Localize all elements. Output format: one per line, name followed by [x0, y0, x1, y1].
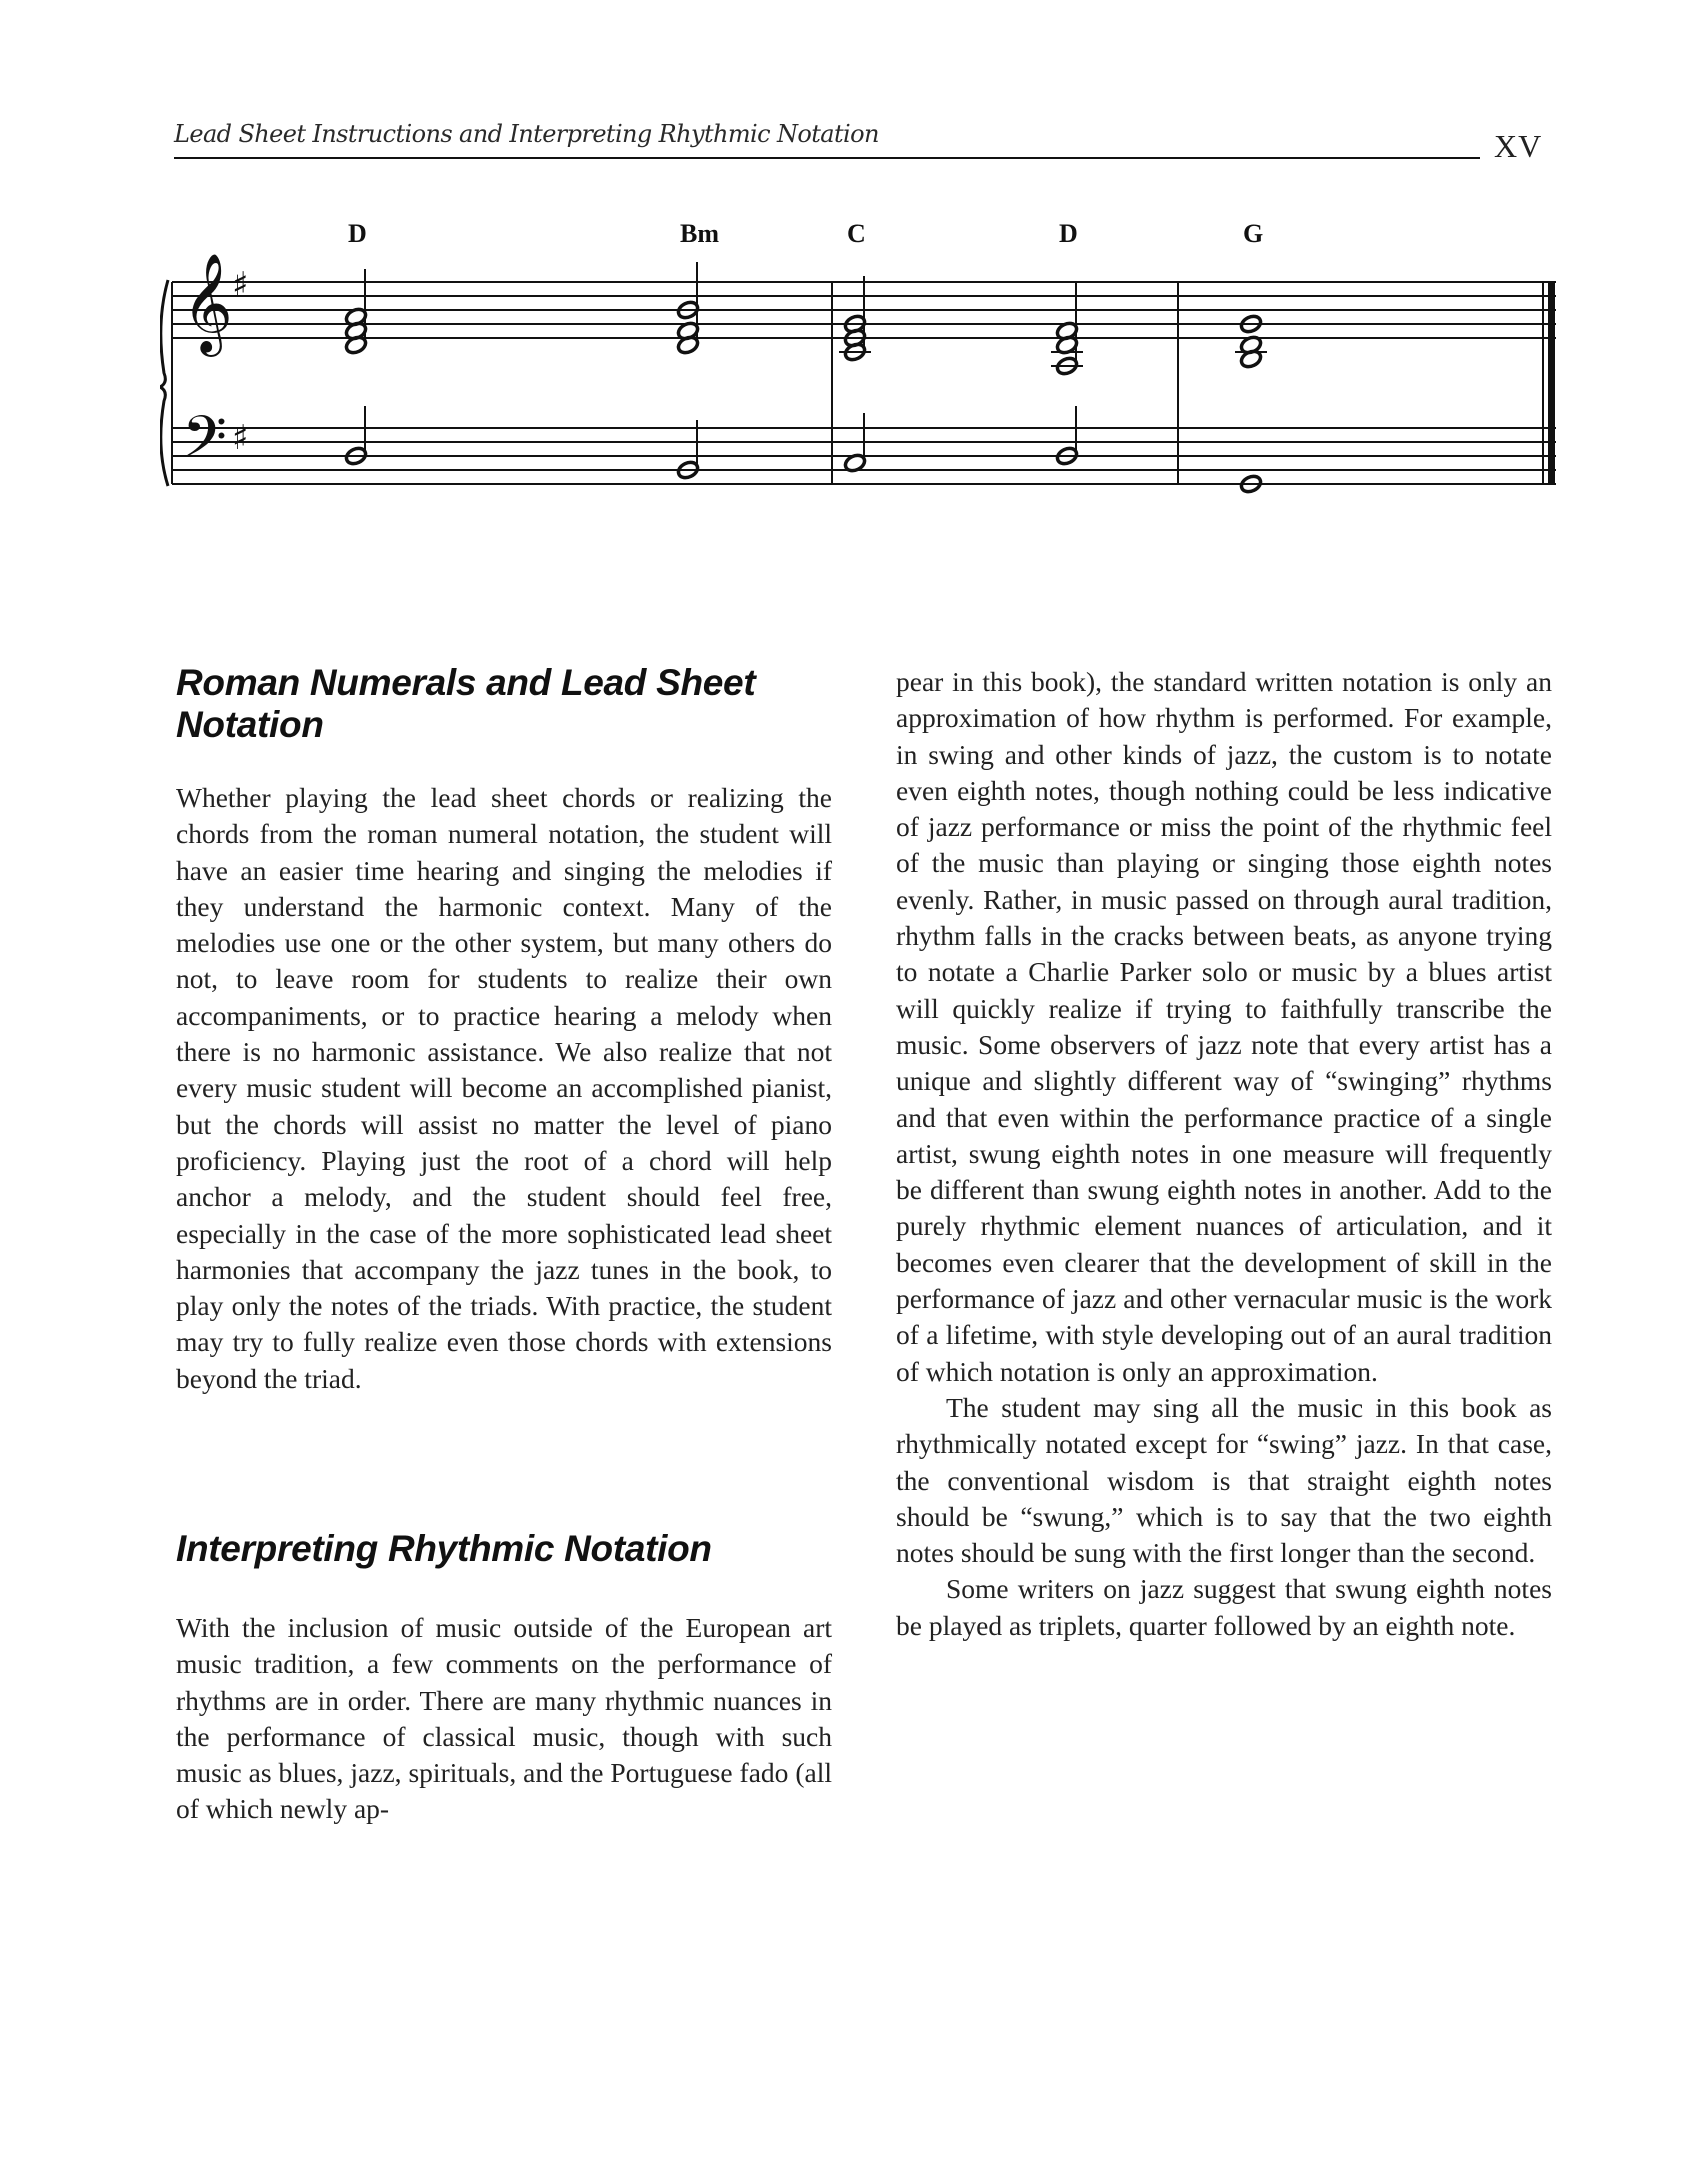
section-body-roman-numerals: [176, 780, 832, 1397]
paragraph: The student may sing all the music in this book as rhythmically notated except for “swing” jazz. In that case, the conventional wisdom is that straight eighth notes should be “swung,” which is to say that the two eighth notes should be sung with the first longer than the second.: [896, 1391, 1552, 1569]
bass-clef-icon: 𝄢: [182, 403, 228, 485]
sharp-icon: ♯: [232, 265, 249, 305]
header-rule: [174, 157, 1480, 159]
treble-clef-icon: 𝄞: [182, 253, 233, 353]
chord-symbol: D: [348, 220, 367, 248]
brace: [160, 280, 168, 486]
running-head-title: Lead Sheet Instructions and Interpreting Rhythmic Notation: [174, 120, 879, 148]
chord-symbol: C: [847, 220, 866, 248]
paragraph: pear in this book), the standard written notation is only an approximation of how rhythm is performed. For example, in swing and other kinds of jazz, the custom is to notate even eighth notes, though nothing could be less indicative of jazz performance or miss the point of the rhythmic feel of the music than playing or singing those eighth notes evenly. Rather, in music passed on through aural tradition, rhythm falls in the cracks between beats, as anyone trying to notate a Charlie Parker solo or music by a blues artist will quickly realize if trying to faithfully transcribe the music. Some observers of jazz note that every artist has a unique and slightly different way of “swinging” rhythms and that even within the performance practice of a single artist, swung eighth notes in one measure will frequently be different than swung eighth notes in another. Add to the purely rhythmic element nuances of articulation, and it becomes even clearer that the development of skill in the performance of jazz and other vernacular music is the work of a lifetime, with style developing out of an aural tradition of which notation is only an approximation.: [896, 666, 1552, 1387]
paragraph: Some writers on jazz suggest that swung eighth notes be played as triplets, quarter followed by an eighth note.: [896, 1573, 1552, 1641]
section-body-rhythmic-notation-right: [896, 664, 1552, 1644]
music-score: [160, 220, 1560, 550]
page-number: XV: [1494, 128, 1543, 164]
section-body-rhythmic-notation-left: [176, 1610, 832, 1828]
section-heading-rhythmic-notation: Interpreting Rhythmic Notation: [176, 1528, 712, 1569]
paragraph: With the inclusion of music outside of the European art music tradition, a few comments on the performance of rhythms are in order. There are many rhythmic nuances in the performance of classical music, though with such music as blues, jazz, spirituals, and the Portuguese fado (all of which newly ap-: [176, 1612, 832, 1825]
chord-symbol: D: [1059, 220, 1078, 248]
sharp-icon: ♯: [232, 418, 249, 458]
chord-symbol: G: [1243, 220, 1264, 248]
chord-symbol: Bm: [680, 220, 719, 248]
section-heading-roman-numerals: Roman Numerals and Lead Sheet Notation: [176, 662, 756, 745]
paragraph: Whether playing the lead sheet chords or realizing the chords from the roman numeral notation, the student will have an easier time hearing and singing the melodies if they understand the harmonic context. Many of the melodies use one or the other system, but many others do not, to leave room for students to realize their own accompaniments, or to practice hearing a melody when there is no harmonic assistance. We also realize that not every music student will become an accomplished pianist, but the chords will assist no matter the level of piano proficiency. Playing just the root of a chord will help anchor a melody, and the student should feel free, especially in the case of the more sophisticated lead sheet harmonies that accompany the jazz tunes in the book, to play only the notes of the triads. With practice, the student may try to fully realize even those chords with extensions beyond the triad.: [176, 782, 832, 1394]
final-barline-thick: [1548, 282, 1555, 484]
